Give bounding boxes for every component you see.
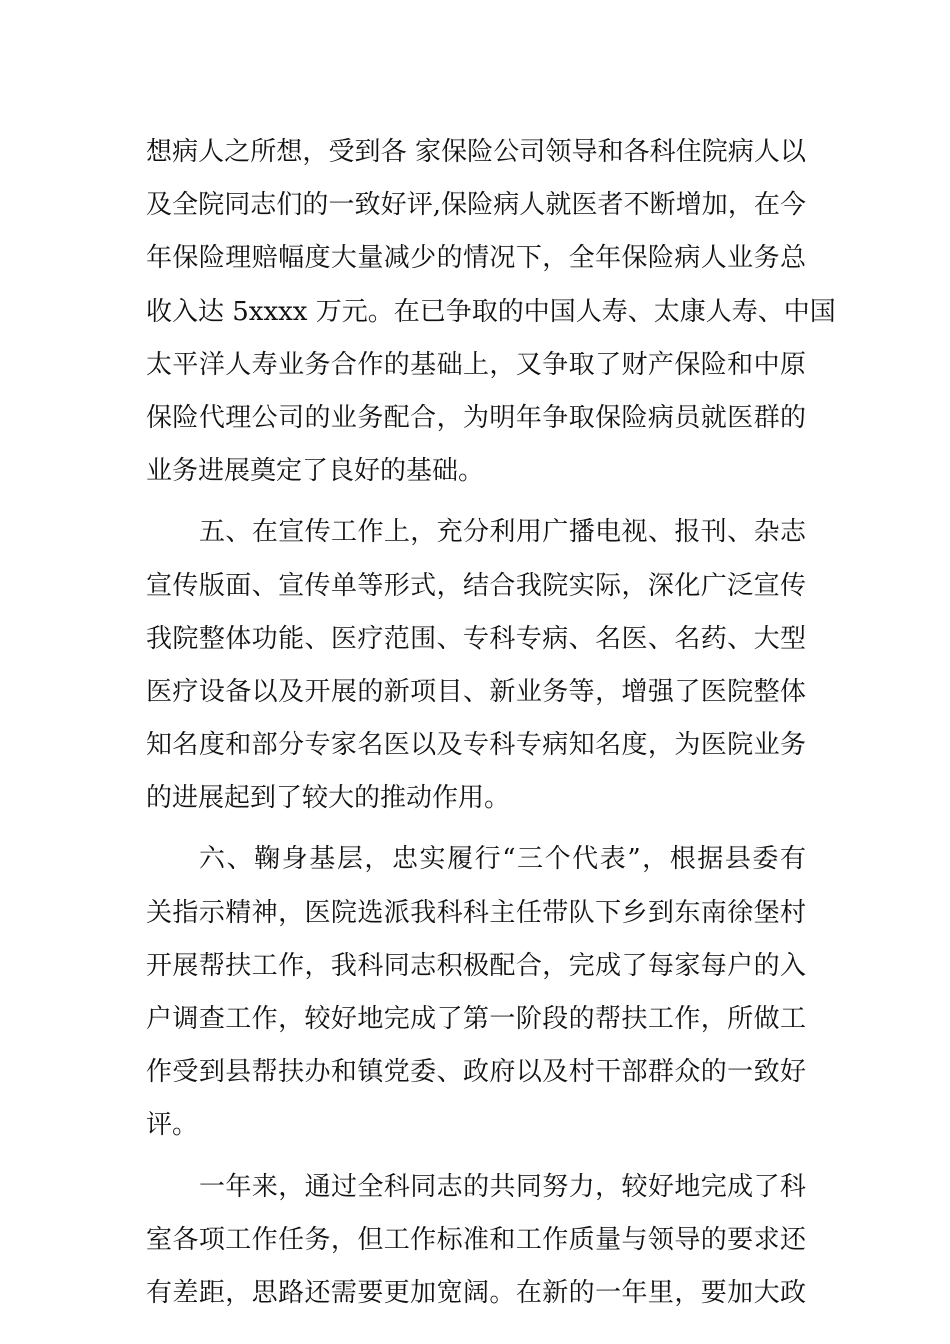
- text-line: 的进展起到了较大的推动作用。: [146, 783, 511, 814]
- paragraph-insurance: [146, 126, 836, 498]
- text-line: 业务进展奠定了良好的基础。: [146, 456, 485, 487]
- text-line: 医疗设备以及开展的新项目、新业务等，增强了医院整体: [146, 676, 806, 707]
- text-line: 开展帮扶工作，我科同志积极配合，完成了每家每户的入: [146, 950, 806, 981]
- text-line: 作受到县帮扶办和镇党委、政府以及村干部群众的一致好: [146, 1057, 806, 1088]
- text-line: 保险代理公司的业务配合，为明年争取保险病员就医群的: [146, 402, 806, 433]
- text-line: 宣传版面、宣传单等形式，结合我院实际，深化广泛宣传: [146, 570, 806, 601]
- text-line: 想病人之所想，受到各 家保险公司领导和各科住院病人以: [146, 137, 806, 167]
- text-line: 有差距，思路还需要更加宽阔。在新的一年里，要加大政: [146, 1277, 806, 1308]
- text-line: 户调查工作，较好地完成了第一阶段的帮扶工作，所做工: [146, 1004, 806, 1034]
- text-line: 关指示精神，医院选派我科科主任带队下乡到东南徐堡村: [146, 897, 806, 928]
- paragraph-grassroots: [146, 833, 806, 1152]
- text-line: 评。: [146, 1110, 199, 1141]
- paragraph-summary: [146, 1161, 806, 1321]
- text-line: 知名度和部分专家名医以及专科专病知名度，为医院业务: [146, 730, 806, 761]
- text-line: 我院整体功能、医疗范围、专科专病、名医、名药、大型: [146, 623, 806, 654]
- text-line: 太平洋人寿业务合作的基础上，又争取了财产保险和中原: [146, 349, 806, 380]
- text-line: 室各项工作任务，但工作标准和工作质量与领导的要求还: [146, 1224, 806, 1255]
- text-line: 年保险理赔幅度大量减少的情况下，全年保险病人业务总: [146, 243, 806, 274]
- text-line: 一年来，通过全科同志的共同努力，较好地完成了科: [199, 1171, 806, 1202]
- paragraph-gap: [146, 1153, 806, 1161]
- document-body: [146, 126, 836, 1320]
- text-line: 及全院同志们的一致好评,保险病人就医者不断增加，在今: [146, 190, 806, 221]
- paragraph-gap: [146, 825, 806, 833]
- paragraph-publicity: [146, 506, 806, 825]
- text-line: 六、鞠身基层，忠实履行“三个代表”，根据县委有: [199, 844, 806, 875]
- paragraph-gap: [146, 498, 806, 506]
- text-line: 五、在宣传工作上，充分利用广播电视、报刊、杂志: [199, 517, 806, 548]
- text-line: 收入达 5xxxx 万元。在已争取的中国人寿、太康人寿、中国: [146, 296, 836, 327]
